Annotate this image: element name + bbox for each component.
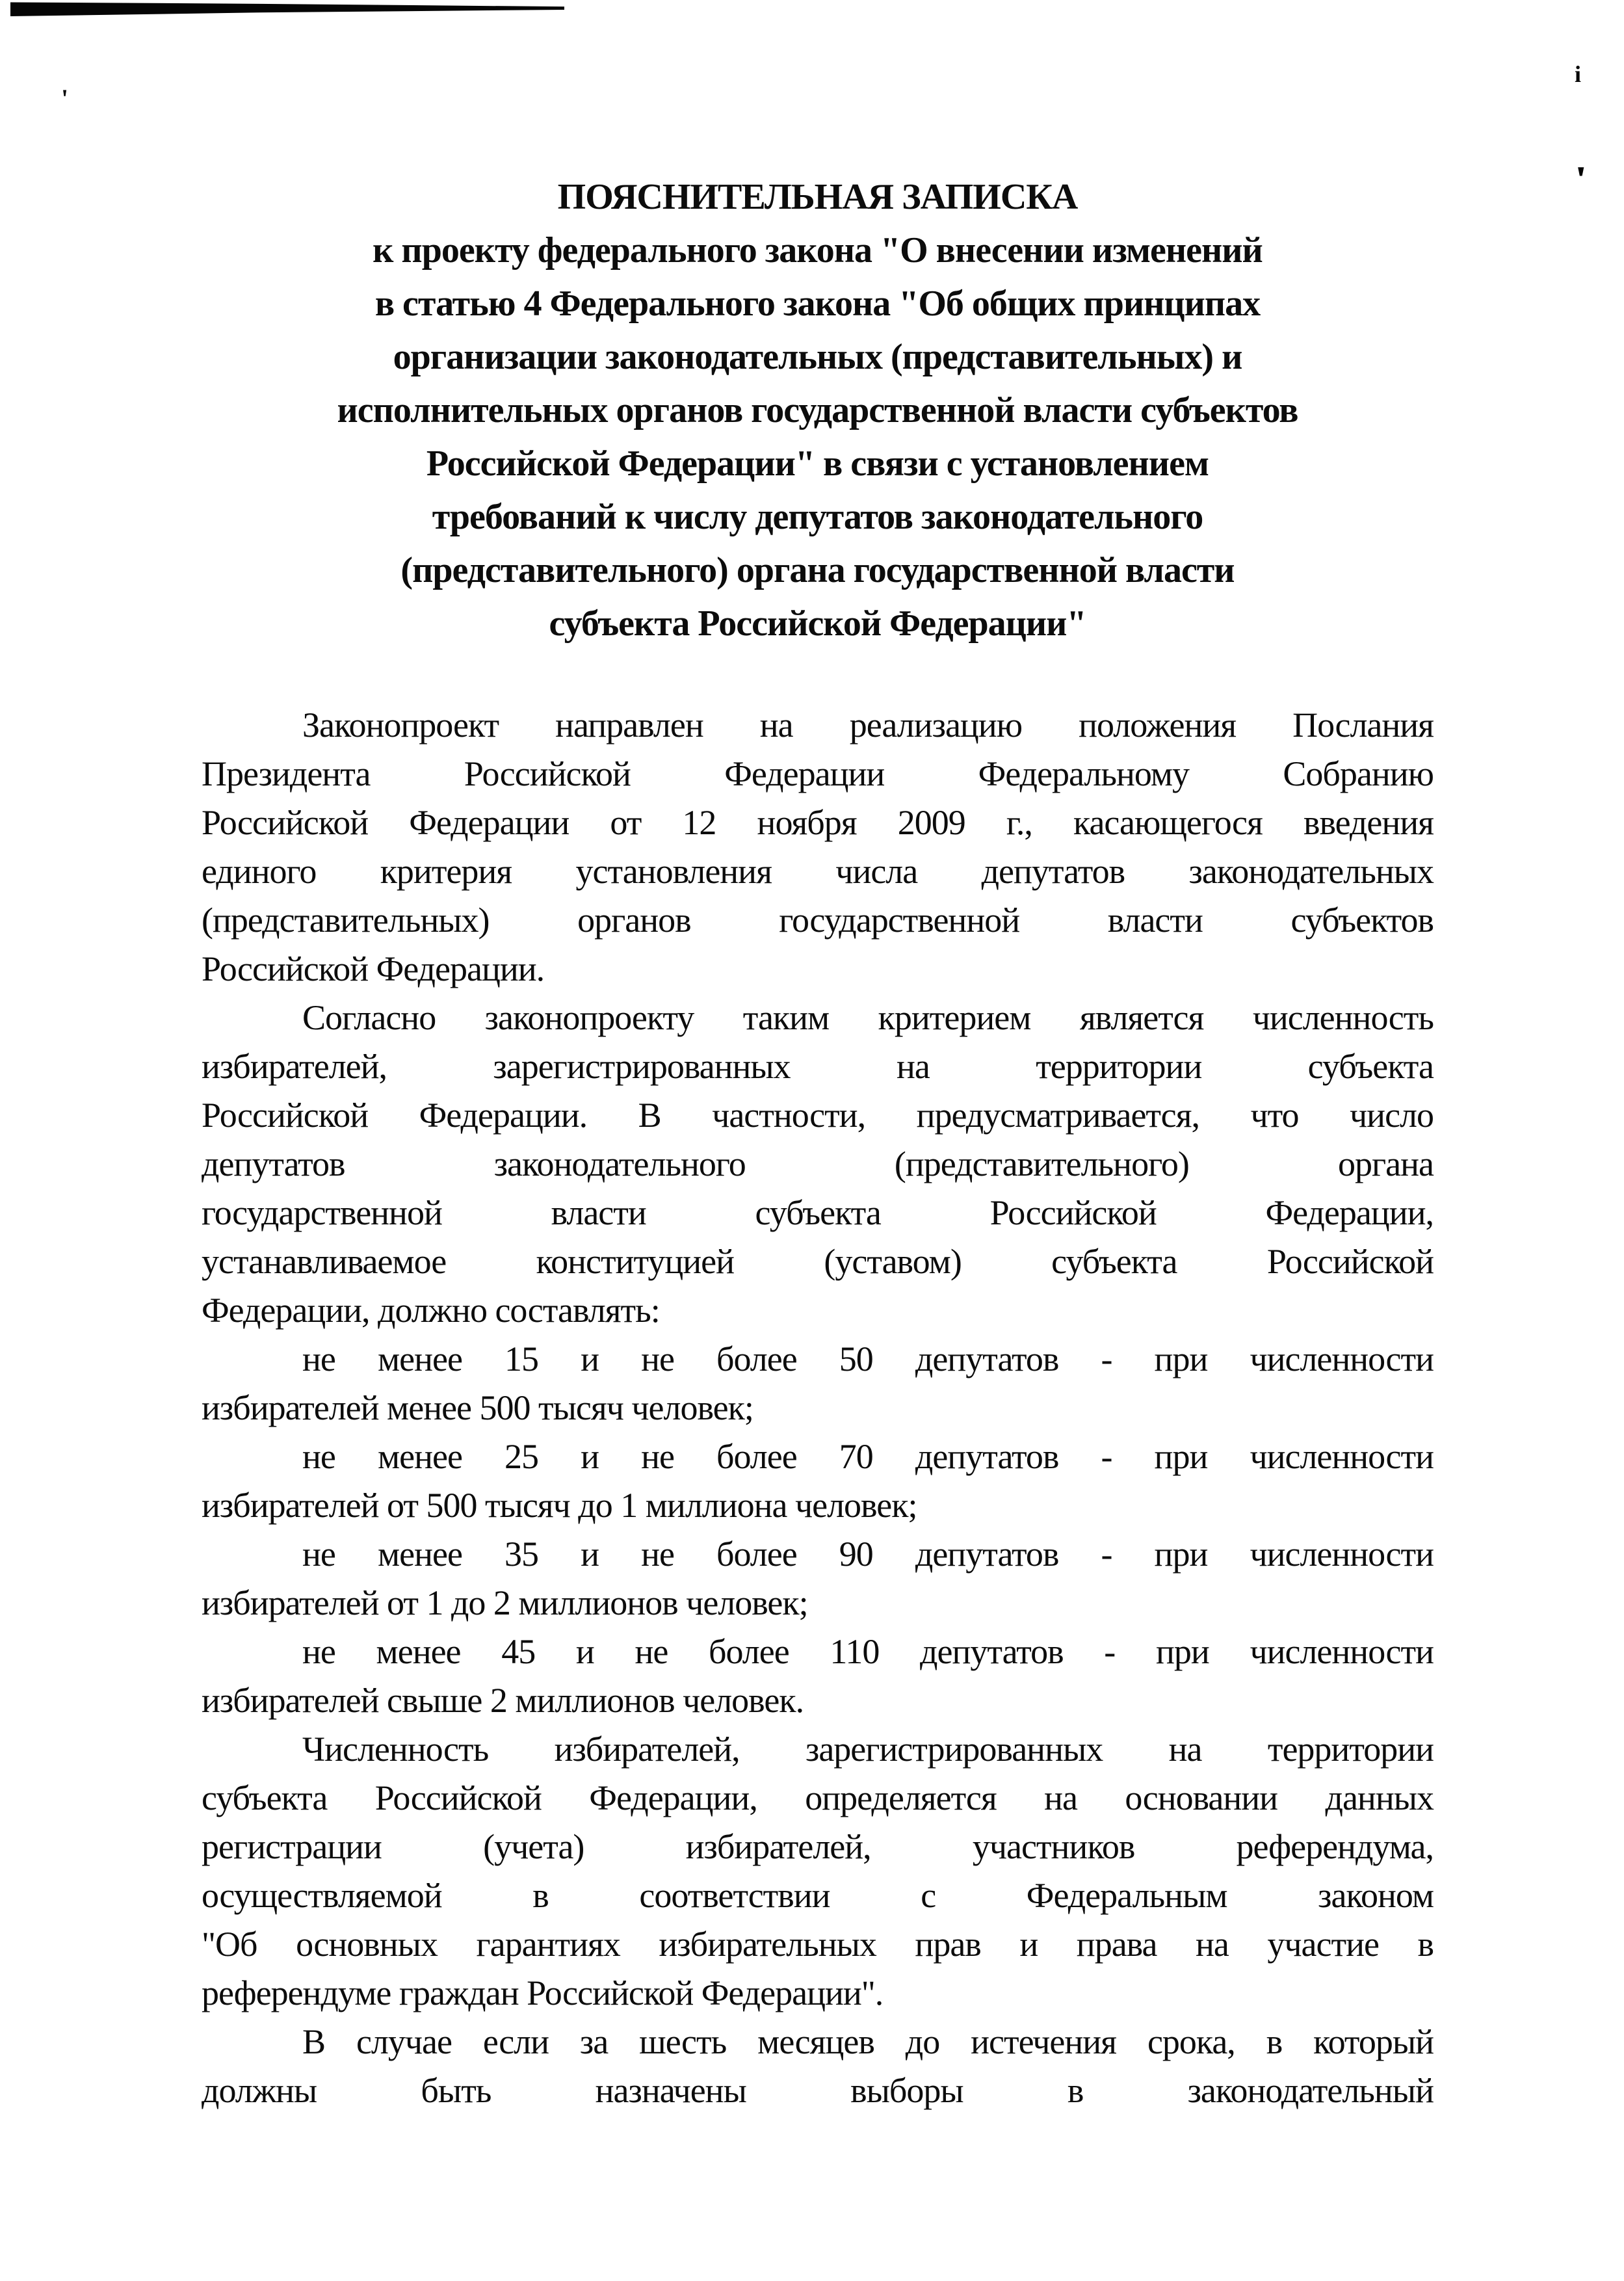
text-line: должны быть назначены выборы в законодательный bbox=[202, 2071, 1434, 2110]
text-line: избирателей менее 500 тысяч человек; bbox=[202, 1388, 753, 1427]
scan-mark-left: ' bbox=[61, 84, 69, 113]
title-line-2: к проекту федерального закона "О внесении изменений bbox=[373, 230, 1263, 270]
text-line: устанавливаемое конституцией (уставом) субъекта Российской bbox=[202, 1242, 1434, 1281]
text-line: Президента Российской Федерации Федеральному Собранию bbox=[202, 754, 1434, 793]
title-line-8: (представительного) органа государственной власти bbox=[400, 550, 1235, 590]
scan-mark-right-bottom: ' bbox=[1574, 159, 1588, 200]
title-line-7: требований к числу депутатов законодательного bbox=[432, 497, 1203, 537]
text-line: не менее 35 и не более 90 депутатов - при численности bbox=[302, 1535, 1434, 1574]
document-title bbox=[202, 170, 1434, 650]
text-line: (представительных) органов государственной власти субъектов bbox=[202, 901, 1434, 940]
paragraph-2 bbox=[202, 994, 1434, 1335]
title-line-1: ПОЯСНИТЕЛЬНАЯ ЗАПИСКА bbox=[557, 177, 1078, 217]
text-line: государственной власти субъекта Российской Федерации, bbox=[202, 1193, 1434, 1232]
text-line: единого критерия установления числа депутатов законодательных bbox=[202, 852, 1434, 891]
text-line: избирателей, зарегистрированных на территории субъекта bbox=[202, 1047, 1434, 1086]
text-line: Федерации, должно составлять: bbox=[202, 1291, 660, 1330]
text-line: не менее 45 и не более 110 депутатов - при численности bbox=[302, 1632, 1434, 1671]
title-line-5: исполнительных органов государственной власти субъектов bbox=[337, 390, 1298, 430]
text-line: "Об основных гарантиях избирательных прав и права на участие в bbox=[202, 1925, 1434, 1964]
text-line: не менее 25 и не более 70 депутатов - при численности bbox=[302, 1437, 1434, 1476]
scan-mark-right-top: i bbox=[1575, 61, 1582, 87]
title-line-9: субъекта Российской Федерации" bbox=[549, 603, 1086, 644]
paragraph-4 bbox=[202, 1432, 1434, 1530]
paragraph-8 bbox=[202, 2018, 1434, 2115]
title-line-3: в статью 4 Федерального закона "Об общих принципах bbox=[374, 283, 1261, 324]
title-line-6: Российской Федерации" в связи с установлением bbox=[426, 443, 1209, 484]
text-line: избирателей от 500 тысяч до 1 миллиона человек; bbox=[202, 1486, 917, 1525]
scan-streak-artifact bbox=[10, 1, 564, 17]
text-line: избирателей от 1 до 2 миллионов человек; bbox=[202, 1583, 808, 1622]
text-line: В случае если за шесть месяцев до истечения срока, в который bbox=[302, 2022, 1434, 2061]
paragraph-7 bbox=[202, 1725, 1434, 2018]
text-line: Численность избирателей, зарегистрированных на территории bbox=[302, 1730, 1434, 1769]
text-line: Российской Федерации от 12 ноября 2009 г., касающегося введения bbox=[202, 803, 1434, 842]
text-line: осуществляемой в соответствии с Федеральным законом bbox=[202, 1876, 1434, 1915]
text-line: референдуме граждан Российской Федерации". bbox=[202, 1973, 884, 2012]
text-line: Российской Федерации. В частности, предусматривается, что число bbox=[202, 1096, 1434, 1135]
paragraph-6 bbox=[202, 1628, 1434, 1725]
text-line: избирателей свыше 2 миллионов человек. bbox=[202, 1681, 804, 1720]
text-line: не менее 15 и не более 50 депутатов - при численности bbox=[302, 1339, 1434, 1378]
text-line: субъекта Российской Федерации, определяется на основании данных bbox=[202, 1778, 1434, 1817]
text-line: Законопроект направлен на реализацию положения Послания bbox=[302, 705, 1434, 745]
text-line: Российской Федерации. bbox=[202, 949, 545, 988]
title-line-4: организации законодательных (представительных) и bbox=[393, 337, 1242, 377]
paragraph-1 bbox=[202, 701, 1434, 994]
text-line: регистрации (учета) избирателей, участников референдума, bbox=[202, 1827, 1434, 1866]
document-body bbox=[202, 701, 1434, 2115]
text-line: Согласно законопроекту таким критерием является численность bbox=[302, 998, 1434, 1037]
paragraph-3 bbox=[202, 1335, 1434, 1432]
text-line: депутатов законодательного (представительного) органа bbox=[202, 1144, 1434, 1183]
paragraph-5 bbox=[202, 1530, 1434, 1628]
